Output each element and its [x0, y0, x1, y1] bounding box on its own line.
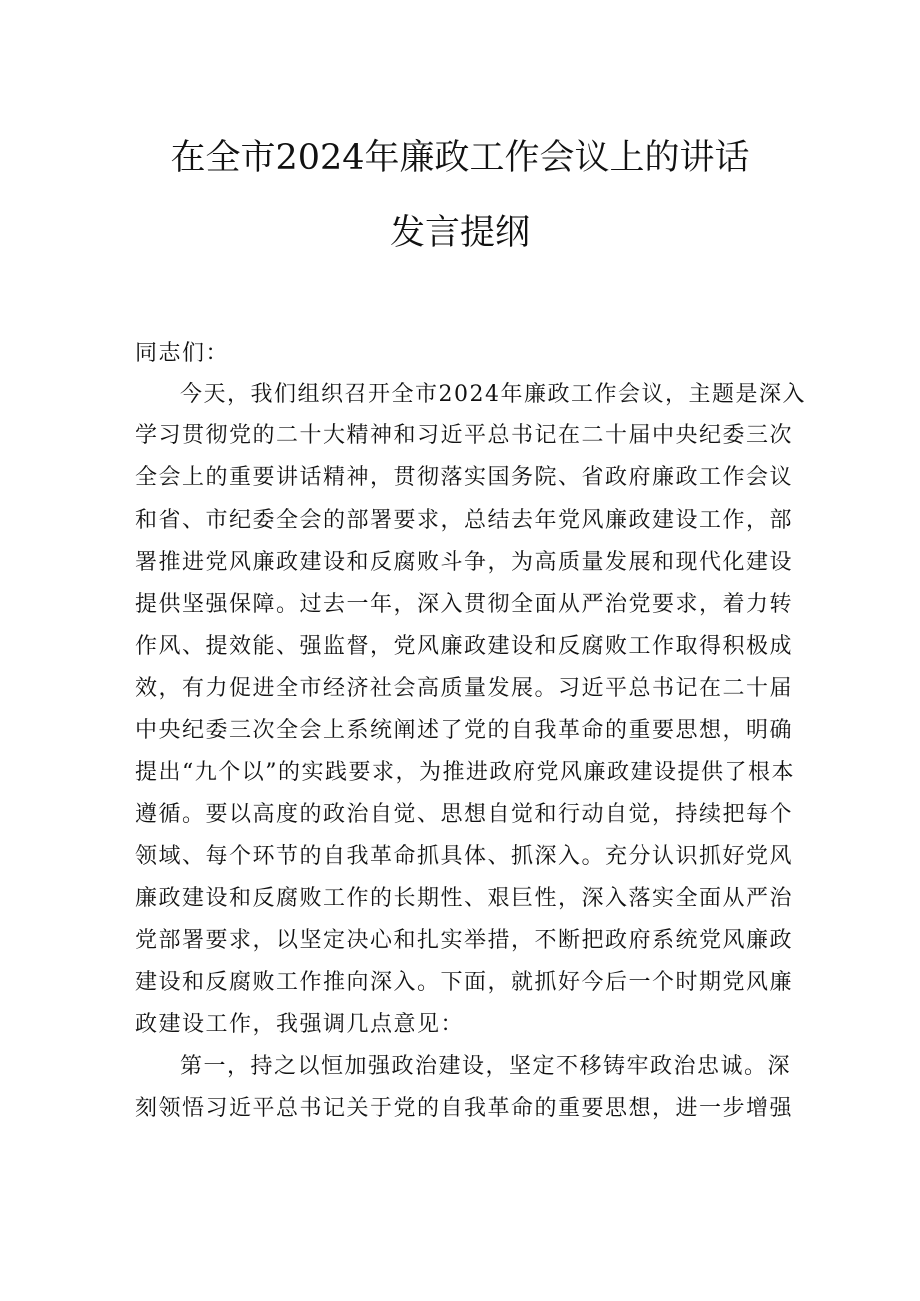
- salutation: 同志们：: [135, 341, 230, 366]
- paragraph-line: 提出“九个以”的实践要求，为推进政府党风廉政建设提供了根本: [135, 760, 795, 785]
- paragraph-line: 政建设工作，我强调几点意见：: [135, 1012, 465, 1037]
- paragraph-line: 遵循。要以高度的政治自觉、思想自觉和行动自觉，持续把每个: [135, 802, 794, 827]
- document-title-line-2: 发言提纲: [389, 213, 530, 253]
- paragraph-line: 领域、每个环节的自我革命抓具体、抓深入。充分认识抓好党风: [135, 844, 794, 869]
- paragraph-line: 署推进党风廉政建设和反腐败斗争，为高质量发展和现代化建设: [135, 550, 794, 575]
- paragraph-line: 提供坚强保障。过去一年，深入贯彻全面从严治党要求，着力转: [135, 592, 794, 617]
- paragraph-line: 效，有力促进全市经济社会高质量发展。习近平总书记在二十届: [135, 676, 794, 701]
- document-title-line-1: 在全市2024年廉政工作会议上的讲话: [170, 138, 750, 178]
- paragraph-line: 今天，我们组织召开全市2024年廉政工作会议，主题是深入: [180, 382, 806, 407]
- paragraph-line: 中央纪委三次全会上系统阐述了党的自我革命的重要思想，明确: [135, 718, 794, 743]
- paragraph-line: 作风、提效能、强监督，党风廉政建设和反腐败工作取得积极成: [135, 634, 794, 659]
- paragraph-line: 全会上的重要讲话精神，贯彻落实国务院、省政府廉政工作会议: [135, 465, 794, 490]
- paragraph-line: 和省、市纪委全会的部署要求，总结去年党风廉政建设工作，部: [135, 508, 794, 533]
- paragraph-line: 第一，持之以恒加强政治建设，坚定不移铸牢政治忠诚。深: [180, 1054, 792, 1079]
- paragraph-line: 学习贯彻党的二十大精神和习近平总书记在二十届中央纪委三次: [135, 423, 794, 448]
- paragraph-line: 建设和反腐败工作推向深入。下面，就抓好今后一个时期党风廉: [135, 970, 794, 995]
- paragraph-line: 党部署要求，以坚定决心和扎实举措，不断把政府系统党风廉政: [135, 928, 794, 953]
- paragraph-line: 刻领悟习近平总书记关于党的自我革命的重要思想，进一步增强: [135, 1096, 794, 1121]
- paragraph-line: 廉政建设和反腐败工作的长期性、艰巨性，深入落实全面从严治: [135, 886, 794, 911]
